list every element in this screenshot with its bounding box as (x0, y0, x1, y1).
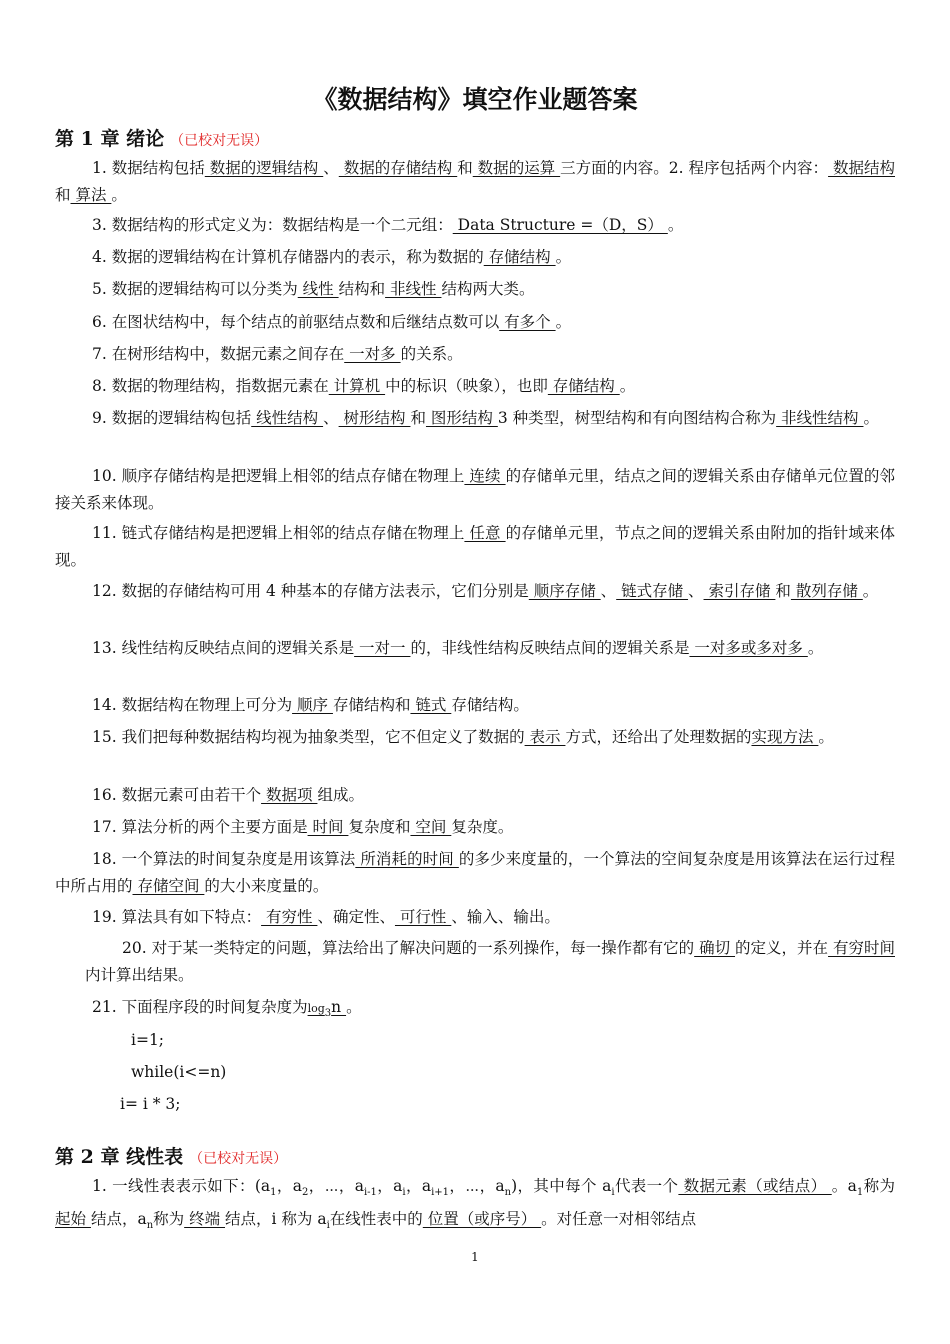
answer-blank: 数据元素（或结点） (678, 1177, 832, 1195)
answer-blank: 所消耗的时间 (355, 850, 459, 868)
answer-blank: 数据的运算 (472, 159, 561, 177)
answer-blank: 顺序存储 (528, 582, 601, 600)
answer-blank: 一对多 (344, 345, 401, 363)
answer-blank: 存储结构 (483, 248, 556, 266)
question-10: 10. 顺序存储结构是把逻辑上相邻的结点存储在物理上 连续 的存储单元里，结点之间的逻辑关系由存储单元位置的邻接关系来体现。 (55, 467, 895, 512)
answer-blank: 有穷时间 (828, 939, 895, 957)
answer-blank: 时间 (307, 818, 349, 836)
answer-blank: 任意 (464, 524, 506, 542)
question-6: 6. 在图状结构中，每个结点的前驱结点数和后继结点数可以 有多个 。 (92, 313, 572, 331)
chapter-1-heading (55, 124, 268, 151)
question-14: 14. 数据结构在物理上可分为 顺序 存储结构和 链式 存储结构。 (92, 696, 529, 714)
answer-blank: 算法 (70, 186, 112, 204)
answer-blank: 顺序 (292, 696, 333, 714)
question-3: 3. 数据结构的形式定义为：数据结构是一个二元组： Data Structure =（D，S） 。 (92, 216, 684, 234)
answer-blank: 非线性 (385, 280, 442, 298)
question-21: 21. 下面程序段的时间复杂度为$\log_3n$ 。 (92, 998, 362, 1020)
question-4: 4. 数据的逻辑结构在计算机存储器内的表示，称为数据的 存储结构 。 (92, 248, 572, 266)
question-20: 20. 对于某一类特定的问题，算法给出了解决问题的一系列操作，每一操作都有它的 确切 的定义，并在 有穷时间 内计算出结果。 (85, 939, 895, 984)
answer-blank: 一对多或多对多 (689, 639, 808, 657)
chapter-2-note: （已校对无误） (189, 1151, 288, 1167)
answer-blank: 空间 (410, 818, 452, 836)
answer-blank: 连续 (464, 467, 506, 485)
chapter-2-title: 第 2 章 线性表 (55, 1146, 184, 1168)
question-5: 5. 数据的逻辑结构可以分类为 线性 结构和 非线性 结构两大类。 (92, 280, 535, 298)
question-1: 1. 数据结构包括 数据的逻辑结构 、 数据的存储结构 和 数据的运算 三方面的内容。2. 程序包括两个内容： 数据结构 和 算法 。 (55, 159, 896, 204)
answer-blank: 计算机 (328, 377, 386, 395)
answer-blank: 线性 (297, 280, 339, 298)
answer-blank: 线性结构 (251, 409, 324, 427)
answer-blank: 数据的存储结构 (338, 159, 458, 177)
answer-blank: 表示 (524, 728, 566, 746)
question-7: 7. 在树形结构中，数据元素之间存在 一对多 的关系。 (92, 345, 463, 363)
answer-blank: 树形结构 (338, 409, 411, 427)
chapter-2-question-1: 1. 一线性表表示如下：($a_1$，$a_2$，⋯，$a_{i-1}$，$a_i$，$a_{i+1}$，⋯，$a_n$)，其中每个 $a_i$代表一个 数据元素（或结点） 。$a_1$称为 起始 结点，$a_n$称为 终端 结点，i 称为 $a_i$在线性表中的 位置（或序号） 。对任意一对相邻结点 (55, 1177, 895, 1232)
chapter-1-note: （已校对无误） (170, 133, 269, 149)
question-12: 12. 数据的存储结构可用 4 种基本的存储方法表示，它们分别是 顺序存储 、 链式存储 、 索引存储 和 散列存储 。 (92, 582, 879, 600)
answer-blank: 非线性结构 (776, 409, 864, 427)
answer-blank: Data Structure =（D，S） (452, 216, 668, 234)
document-title: 《数据结构》填空作业题答案 (312, 85, 638, 114)
answer-blank: $\log_3n$ (307, 998, 347, 1020)
question-13: 13. 线性结构反映结点间的逻辑关系是 一对一 的，非线性结构反映结点间的逻辑关系是 一对多或多对多 。 (92, 639, 824, 657)
code-line: i= i * 3; (120, 1095, 181, 1113)
question-9: 9. 数据的逻辑结构包括 线性结构 、 树形结构 和 图形结构 3 种类型，树型结构和有向图结构合称为 非线性结构 。 (92, 409, 879, 427)
answer-blank: 索引存储 (703, 582, 776, 600)
answer-blank: 图形结构 (425, 409, 498, 427)
chapter-1-title: 第 1 章 绪论 (55, 128, 165, 150)
question-11: 11. 链式存储结构是把逻辑上相邻的结点存储在物理上 任意 的存储单元里，节点之间的逻辑关系由附加的指针域来体现。 (55, 524, 895, 569)
question-16: 16. 数据元素可由若干个 数据项 组成。 (92, 786, 364, 804)
answer-blank: 位置（或序号） (422, 1210, 542, 1229)
answer-blank: 确切 (694, 939, 736, 957)
answer-blank: 链式存储 (616, 582, 689, 600)
question-15: 15. 我们把每种数据结构均视为抽象类型，它不但定义了数据的 表示 方式，还给出了处理数据的实现方法 。 (92, 728, 834, 746)
answer-blank: 可行性 (394, 908, 452, 926)
answer-blank: 存储空间 (132, 877, 205, 895)
answer-blank: 散列存储 (790, 582, 863, 600)
answer-blank: 终端 (184, 1210, 226, 1229)
question-8: 8. 数据的物理结构，指数据元素在 计算机 中的标识（映象），也即 存储结构 。 (92, 377, 636, 395)
answer-blank: 实现方法 (751, 728, 819, 746)
answer-blank: 数据的逻辑结构 (204, 159, 324, 177)
question-17: 17. 算法分析的两个主要方面是 时间 复杂度和 空间 复杂度。 (92, 818, 514, 836)
chapter-2-heading (55, 1142, 287, 1169)
answer-blank: 一对一 (354, 639, 411, 657)
question-19: 19. 算法具有如下特点： 有穷性 、确定性、 可行性 、输入、输出。 (92, 908, 560, 926)
question-18: 18. 一个算法的时间复杂度是用该算法 所消耗的时间 的多少来度量的，一个算法的空间复杂度是用该算法在运行过程中所占用的 存储空间 的大小来度量的。 (55, 850, 895, 895)
answer-blank: 存储结构 (547, 377, 620, 395)
answer-blank: 数据结构 (828, 159, 896, 177)
code-line: i=1; (131, 1031, 165, 1049)
answer-blank: 链式 (410, 696, 452, 714)
answer-blank: 起始 (55, 1210, 91, 1229)
answer-blank: 有多个 (499, 313, 556, 331)
answer-blank: 数据项 (261, 786, 318, 804)
code-line: while(i<=n) (131, 1063, 227, 1081)
page-number: 1 (471, 1250, 479, 1264)
answer-blank: 有穷性 (261, 908, 318, 926)
